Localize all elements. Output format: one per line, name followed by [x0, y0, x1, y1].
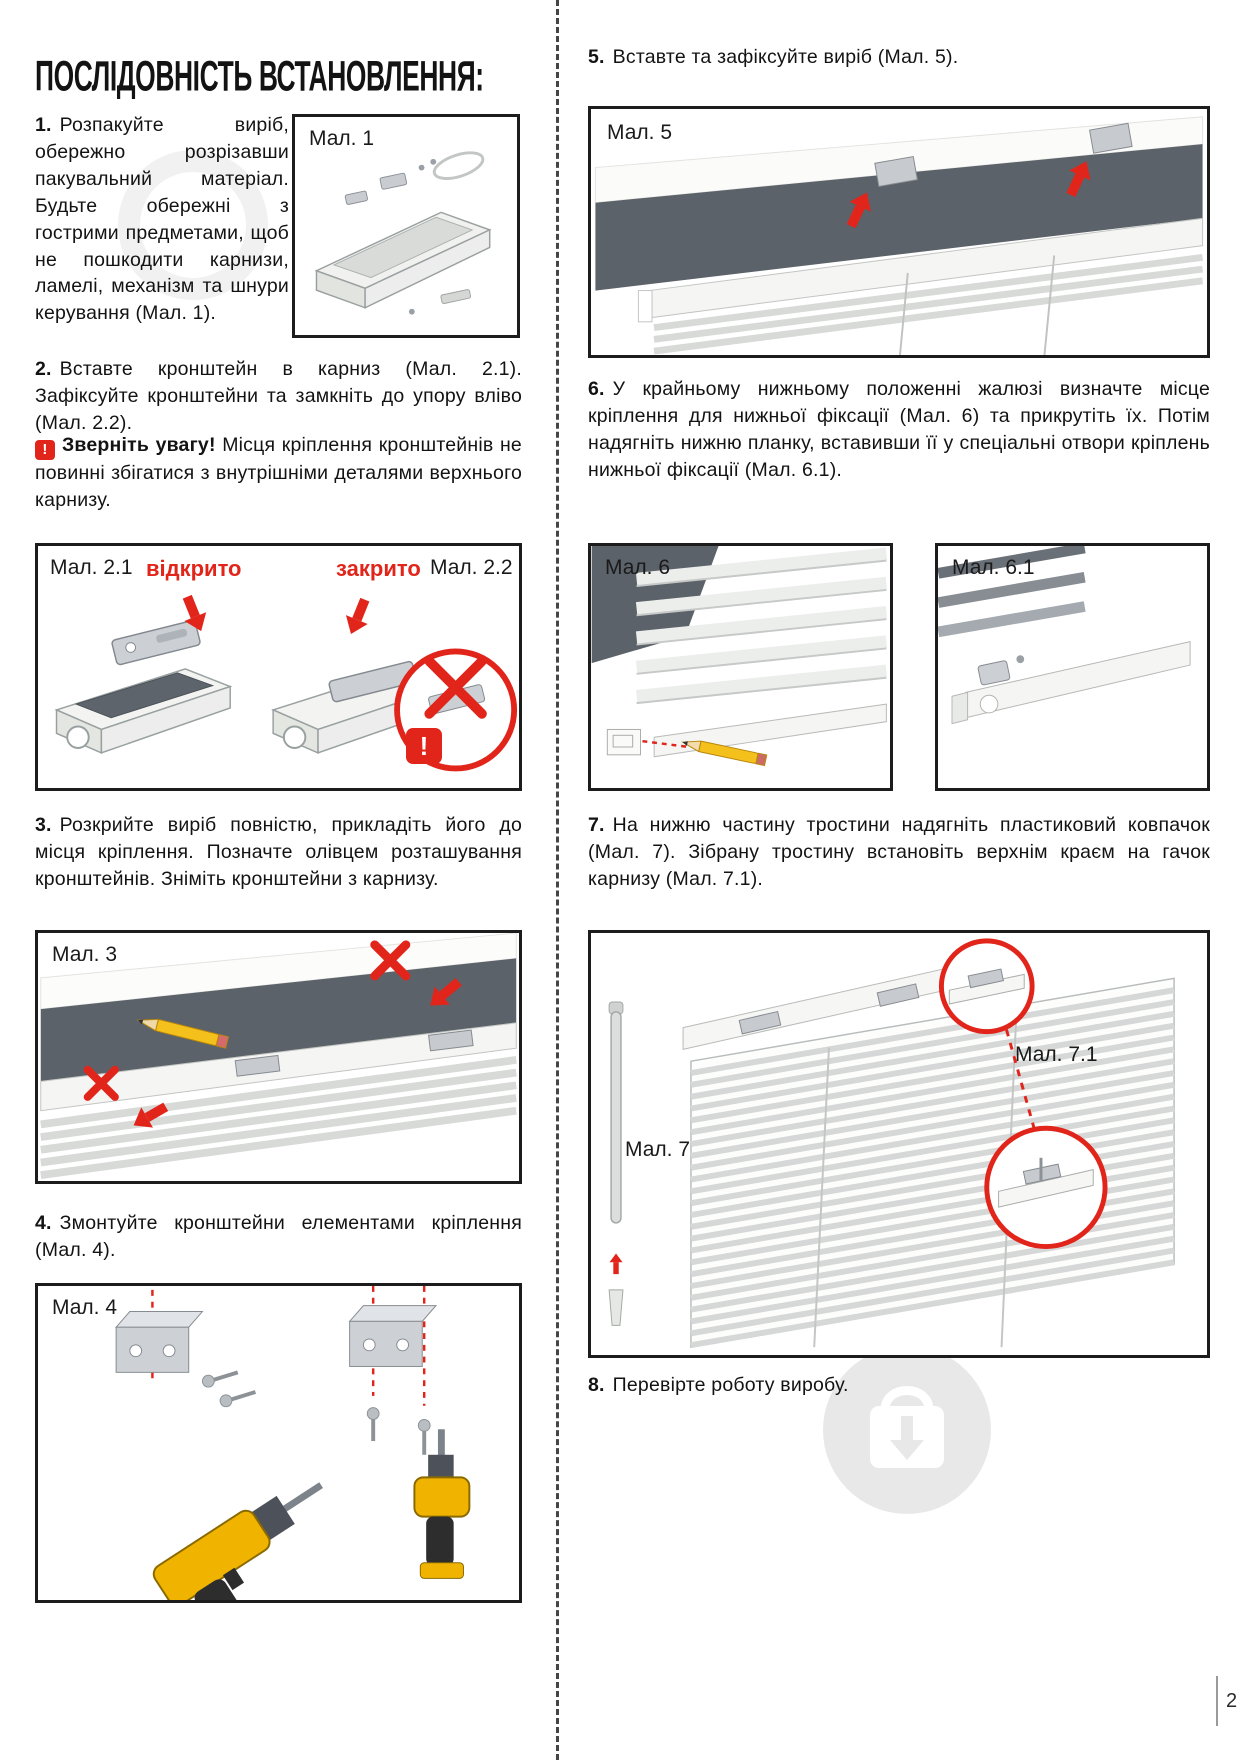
wand-icon — [609, 1002, 623, 1223]
figure-6-1-illustration — [938, 546, 1207, 788]
step-3-number: 3. — [35, 814, 52, 836]
step-1-paragraph — [35, 112, 289, 327]
step-3-paragraph — [35, 812, 522, 893]
figure-6-illustration — [591, 546, 890, 788]
page-number: 2 — [1226, 1690, 1238, 1712]
step-7-number: 7. — [588, 814, 605, 836]
figure-3-label: Мал. 3 — [52, 943, 118, 966]
figure-6-label: Мал. 6 — [605, 556, 671, 579]
step-1-body: Розпакуйте виріб, обережно розрізавши пакувальний матеріал. Будьте обережні з гострими предметами, щоб не пошкодити карнизи, ламелі, механізм та шнури керування (Мал. 1). — [35, 114, 289, 325]
screw-icon — [367, 1408, 430, 1455]
figure-3 — [35, 930, 522, 1184]
screw-icon — [202, 1372, 255, 1406]
step-7-body: На нижню частину тростини надягніть пластиковий ковпачок (Мал. 7). Зібрану тростину встановіть верхнім краєм на гачок карнизу (Мал. 7.1). — [588, 814, 1210, 890]
figure-2-2-label: Мал. 2.2 — [430, 556, 513, 579]
figure-4-illustration — [38, 1286, 519, 1600]
figure-4-label: Мал. 4 — [52, 1296, 118, 1319]
step-4-paragraph — [35, 1210, 522, 1264]
step-3-body: Розкрийте виріб повністю, прикладіть його до місця кріплення. Позначте олівцем розташування кронштейнів. Зніміть кронштейни з карнизу. — [35, 814, 522, 890]
step-8-number: 8. — [588, 1374, 605, 1396]
figure-2 — [35, 543, 522, 791]
rail-end-cap — [952, 692, 968, 723]
screw-icon — [1016, 655, 1024, 663]
step-2-warning — [35, 432, 522, 514]
warning-icon: ! — [35, 440, 55, 460]
step-5-body: Вставте та зафіксуйте виріб (Мал. 5). — [612, 46, 959, 68]
clip-knob — [980, 695, 998, 713]
bracket-open-icon — [111, 620, 200, 665]
step-4-number: 4. — [35, 1212, 52, 1234]
drill-icon — [150, 1467, 371, 1600]
wand-cap-icon — [609, 1290, 623, 1325]
step-2-number: 2. — [35, 358, 52, 380]
figure-7-1-label: Мал. 7.1 — [1015, 1043, 1098, 1066]
step-6-paragraph — [588, 376, 1210, 484]
slats — [637, 554, 887, 703]
figure-5-illustration — [591, 109, 1207, 355]
open-label: відкрито — [146, 556, 242, 581]
watermark-logo — [818, 1340, 996, 1531]
figure-7 — [588, 930, 1210, 1358]
page-title: ПОСЛІДОВНІСТЬ ВСТАНОВЛЕННЯ: — [35, 52, 484, 100]
step-8-paragraph — [588, 1372, 1210, 1399]
cord — [1044, 255, 1054, 355]
fixation-bracket-icon — [607, 729, 640, 754]
rail-end-cap — [638, 291, 652, 322]
figure-1-label: Мал. 1 — [309, 127, 375, 150]
step-5-paragraph — [588, 44, 1210, 71]
step-4-body: Змонтуйте кронштейни елементами кріплення (Мал. 4). — [35, 1212, 522, 1261]
figure-2-1-label: Мал. 2.1 — [50, 556, 133, 579]
figure-5 — [588, 106, 1210, 358]
bracket-icon — [116, 1312, 202, 1373]
warning-body: Місця кріплення кронштейнів не повинні збігатися з внутрішніми деталями верхнього карнизу. — [35, 434, 522, 511]
step-7-paragraph — [588, 812, 1210, 893]
figure-6 — [588, 543, 893, 791]
figure-4 — [35, 1283, 522, 1603]
figure-6-1-label: Мал. 6.1 — [952, 556, 1035, 579]
shopping-bag-icon — [818, 1340, 996, 1526]
step-2-paragraph — [35, 356, 522, 437]
figure-1 — [292, 114, 520, 338]
column-divider — [556, 0, 559, 1760]
warning-bold: Зверніть увагу! — [62, 434, 216, 456]
cornice-open-icon — [57, 669, 231, 753]
red-arrow-icon — [610, 1254, 623, 1275]
page-number-divider — [1216, 1676, 1218, 1726]
step-6-number: 6. — [588, 378, 605, 400]
step-2-body: Вставте кронштейн в карниз (Мал. 2.1). Зафіксуйте кронштейни та замкніть до упору вліво (Мал. 2.2). — [35, 358, 522, 434]
red-arrow-icon — [340, 595, 376, 638]
figure-warning-icon: ! — [406, 728, 442, 764]
fixation-clip-icon — [978, 660, 1011, 685]
figure-2-illustration — [38, 546, 519, 788]
figure-6-1 — [935, 543, 1210, 791]
figure-7-label: Мал. 7 — [625, 1138, 691, 1161]
closed-label: закрито — [336, 556, 421, 581]
step-5-number: 5. — [588, 46, 605, 68]
step-6-body: У крайньому нижньому положенні жалюзі визначте місце кріплення для нижньої фіксації (Мал. 6) та прикрутіть їх. Потім надягніть нижню планку, вставивши її у спеціальні отвори кріплень нижньої фіксації (Мал. 6.1). — [588, 378, 1210, 481]
figure-5-label: Мал. 5 — [607, 121, 673, 144]
figure-3-illustration — [38, 933, 519, 1181]
bottom-rail — [654, 704, 886, 757]
step-8-body: Перевірте роботу виробу. — [612, 1374, 849, 1396]
step-1-number: 1. — [35, 114, 52, 136]
